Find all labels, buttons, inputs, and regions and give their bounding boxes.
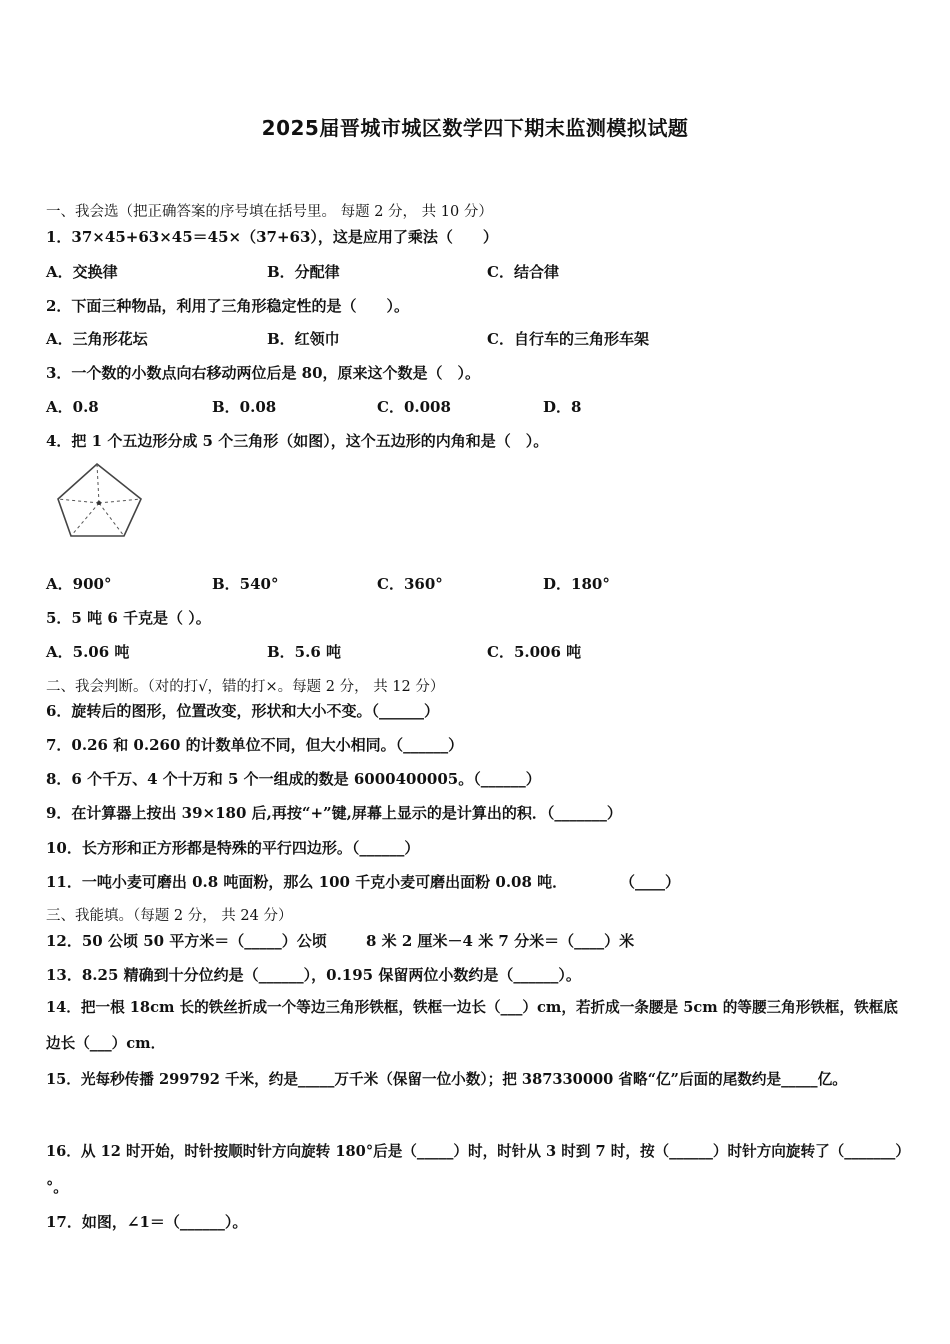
question-12-part-1: 12．50 公顷 50 平方米＝（_____）公顷 [46,932,327,950]
q3-option-c: C．0.008 [377,398,451,416]
section-1-heading: 一、我会选（把正确答案的序号填在括号里。 每题 2 分， 共 10 分） [46,204,493,220]
question-10: 10．长方形和正方形都是特殊的平行四边形。（______） [46,839,420,857]
q5-option-a: A．5.06 吨 [46,643,130,661]
q4-option-c: C．360° [377,575,443,593]
q2-option-a: A．三角形花坛 [46,330,148,348]
section-3-heading: 三、我能填。（每题 2 分， 共 24 分） [46,908,293,924]
question-11-blank: （____） [620,873,681,891]
question-11: 11．一吨小麦可磨出 0.8 吨面粉，那么 100 千克小麦可磨出面粉 0.08 吨． [46,873,568,891]
q1-option-a: A．交换律 [46,263,118,281]
question-15: 15．光每秒传播 299792 千米，约是_____万千米（保留一位小数）；把 387330000 省略“亿”后面的尾数约是_____亿。 [46,1071,847,1088]
q1-option-c: C．结合律 [487,263,559,281]
q4-option-a: A．900° [46,575,112,593]
q4-option-d: D．180° [543,575,610,593]
question-9: 9．在计算器上按出 39×180 后,再按“+”键,屏幕上显示的是计算出的积．（_______） [46,804,622,822]
question-7: 7．0.26 和 0.260 的计数单位不同，但大小相同。（______） [46,736,464,754]
page-title: 2025届晋城市城区数学四下期末监测模拟试题 [261,116,689,140]
q4-option-b: B．540° [212,575,279,593]
question-14: 14．把一根 18cm 长的铁丝折成一个等边三角形铁框，铁框一边长（___）cm，若折成一条腰是 5cm 的等腰三角形铁框，铁框底边长（___）cm． [46,999,898,1052]
q3-option-d: D．8 [543,398,582,416]
section-2-heading: 二、我会判断。（对的打√，错的打×。每题 2 分， 共 12 分） [46,679,445,695]
q3-option-a: A．0.8 [46,398,99,416]
q5-option-c: C．5.006 吨 [487,643,582,661]
question-5: 5．5 吨 6 千克是（ ）。 [46,609,211,627]
question-3: 3．一个数的小数点向右移动两位后是 80，原来这个数是（ ）。 [46,364,481,382]
q2-option-c: C．自行车的三角形车架 [487,330,649,348]
question-16: 16．从 12 时开始，时针按顺时针方向旋转 180°后是（_____）时，时针从 3 时到 7 时，按（______）时针方向旋转了（_______）°。 [46,1143,910,1196]
question-2: 2．下面三种物品，利用了三角形稳定性的是（ ）。 [46,297,409,315]
q2-option-b: B．红领巾 [267,330,340,348]
question-8: 8．6 个千万、4 个十万和 5 个一组成的数是 6000400005。（______） [46,770,541,788]
q1-option-b: B．分配律 [267,263,340,281]
q5-option-b: B．5.6 吨 [267,643,341,661]
pentagon-figure [52,458,148,542]
question-17: 17．如图，∠1＝（______）。 [46,1213,248,1231]
question-12-part-2: 8 米 2 厘米－4 米 7 分米＝（____）米 [366,932,635,950]
question-4: 4．把 1 个五边形分成 5 个三角形（如图），这个五边形的内角和是（ ）。 [46,432,549,450]
q3-option-b: B．0.08 [212,398,277,416]
question-13: 13．8.25 精确到十分位约是（______），0.195 保留两位小数约是（______）。 [46,966,581,984]
question-1: 1．37×45+63×45＝45×（37+63），这是应用了乘法（ ） [46,228,498,246]
question-6: 6．旋转后的图形，位置改变，形状和大小不变。（______） [46,702,439,720]
